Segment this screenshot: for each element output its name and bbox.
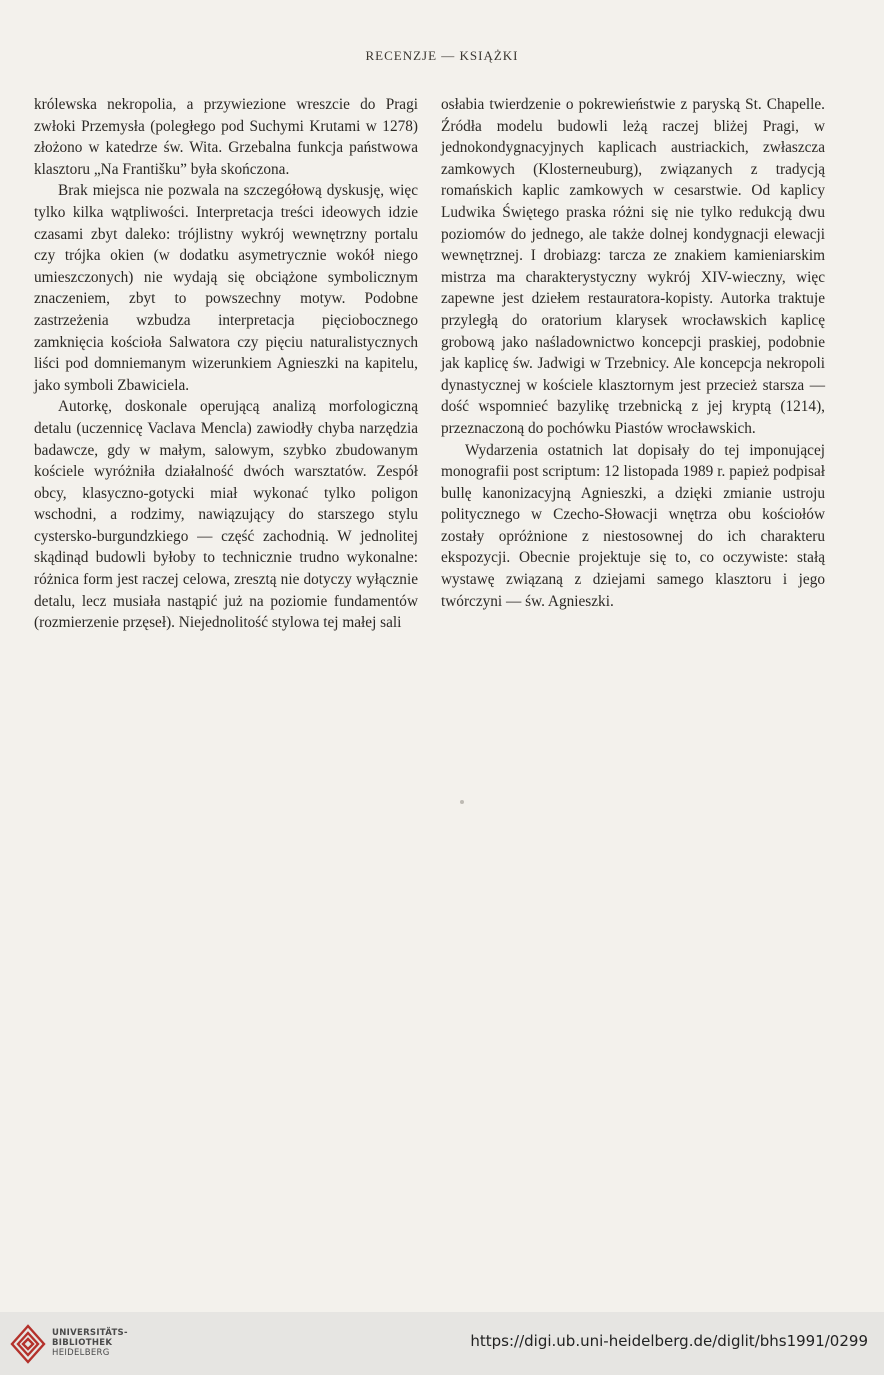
heidelberg-library-logo-icon [8, 1320, 48, 1368]
paragraph: osłabia twierdzenie o pokrewieństwie z paryską St. Chapelle. Źródła modelu budowli leżą raczej bliżej Pragi, w jednokondygnacyjnych kaplicach austriackich, zwłaszcza zamkowych (Klosterneuburg), związanych z tradycją romańskich kaplic zamkowych w cesarstwie. Od kaplicy Ludwika Świętego praska różni się nie tylko redukcją dwu poziomów do jednego, ale także dolnej kondygnacji elewacji wewnętrznej. I drobiazg: tarcza ze znakiem kamieniarskim mistrza ma charakterystyczny wykrój XIV-wieczny, więc zapewne jest dziełem restauratora-kopisty. Autorka traktuje przyległą do oratorium klarysek wrocławskich kaplicę grobową jako naśladownictwo koncepcji praskiej, podobnie jak kaplicę św. Jadwigi w Trzebnicy. Ale koncepcja nekropoli dynastycznej w kościele klasztornym jest przecież starsza — dość wspomnieć bazylikę trzebnicką z jej kryptą (1214), przeznaczoną do pochówku Piastów wrocławskich. [441, 96, 825, 437]
library-name [52, 1328, 128, 1358]
library-name-line: UNIVERSITÄTS- [52, 1328, 128, 1338]
right-column [441, 94, 825, 612]
library-name-line: BIBLIOTHEK [52, 1338, 113, 1348]
paper-speck [460, 800, 464, 804]
paragraph: Wydarzenia ostatnich lat dopisały do tej imponującej monografii post scriptum: 12 listopada 1989 r. papież podpisał bullę kanonizacyjną Agnieszki, a dzięki zmianie ustroju politycznego w Czecho-Słowacji wnętrza obu kościołów zostały opróżnione z niestosownej do ich charakteru ekspozycji. Obecnie projektuje się to, co oczywiste: stałą wystawę związaną z dziejami samego klasztoru i jego twórczyni — św. Agnieszki. [441, 441, 825, 610]
paragraph: królewska nekropolia, a przywiezione wreszcie do Pragi zwłoki Przemysła (poległego pod Suchymi Krutami w 1278) złożono w katedrze św. Wita. Grzebalna funkcja państwowa klasztoru „Na Františku” była skończona. [34, 96, 418, 178]
left-column [34, 94, 418, 634]
paragraph: Autorkę, doskonale operującą analizą morfologiczną detalu (uczennicę Vaclava Mencla) zawiodły chyba narzędzia badawcze, gdy w małym, salowym, szybko zbudowanym kościele wyróżniła działalność dwóch warsztatów. Zespół obcy, klasyczno-gotycki miał wykonać tylko poligon wschodni, a rodzimy, nawiązujący do starszego stylu cystersko-burgundzkiego — część zachodnią. W jednolitej skądinąd budowli byłoby to technicznie trudno wykonalne: różnica form jest raczej celowa, zresztą nie dotyczy wyłącznie detalu, lecz musiała nastąpić już na poziomie fundamentów (rozmierzenie przęseł). Niejednolitość stylowa tej małej sali [34, 398, 418, 632]
library-name-line: HEIDELBERG [52, 1348, 110, 1358]
source-url[interactable]: https://digi.ub.uni-heidelberg.de/diglit/bhs1991/0299 [470, 1332, 868, 1350]
paragraph: Brak miejsca nie pozwala na szczegółową dyskusję, więc tylko kilka wątpliwości. Interpretacja treści ideowych idzie czasami zbyt daleko: trójlistny wykrój wewnętrzny portalu czy trójka okien (w dodatku asymetrycznie wokół niego umieszczonych) nie wydają się obciążone symbolicznym znaczeniem, zbyt to powszechny motyw. Podobne zastrzeżenia wzbudza interpretacja pięciobocznego zamknięcia kościoła Salwatora czy pięciu naturalistycznych liści pod domniemanym wizerunkiem Agnieszki na kapitelu, jako symboli Zbawiciela. [34, 182, 418, 394]
running-head: RECENZJE — KSIĄŻKI [365, 48, 519, 63]
footer-bar [0, 1312, 884, 1375]
